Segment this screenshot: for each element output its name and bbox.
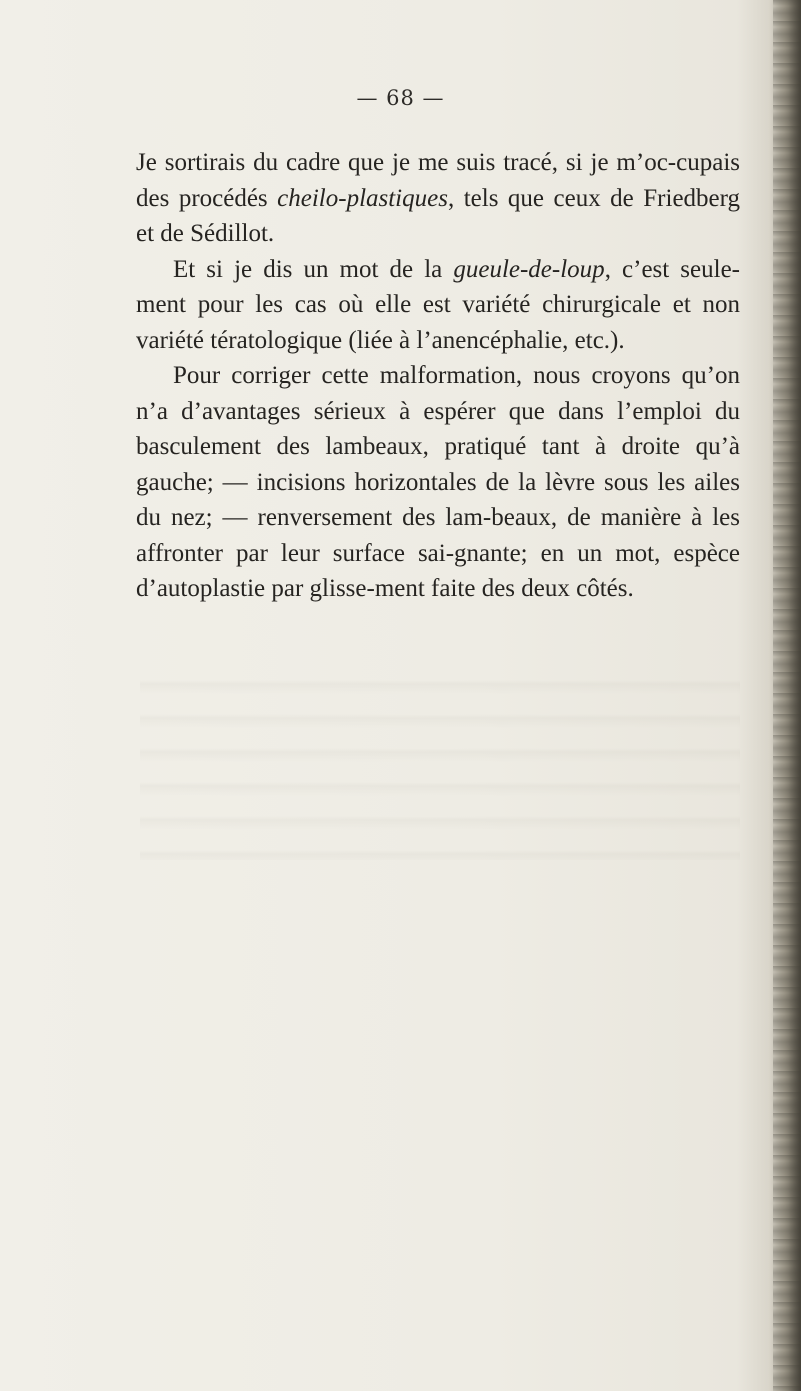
- body-text: [136, 145, 740, 607]
- paragraph-1-italic-term: cheilo-plastiques: [277, 184, 448, 212]
- paragraph-3: [136, 358, 740, 607]
- bleed-through-shading: [140, 660, 740, 860]
- paragraph-3-text: Pour corriger cette malformation, nous croyons qu’on n’a d’avantages sérieux à espérer que dans l’emploi du basculement des lambeaux, pratiqué tant à droite qu’à gauche; — incisions horizontales de la lèvre sous les ailes du nez; — renversement des lam-beaux, de manière à les affronter par leur surface sai-gnante; en un mot, espèce d’autoplastie par glisse-ment faite des deux côtés.: [136, 362, 740, 602]
- paragraph-1-text: Je sortirais du cadre que je me suis tracé, si je m’oc-cupais des procédés: [136, 149, 740, 212]
- paragraph-1-text-end: , tels que ceux de Friedberg et de Sédillot.: [136, 184, 741, 247]
- page-binding-edge: [773, 0, 801, 1391]
- page-number: — 68 —: [356, 86, 445, 110]
- paragraph-2-text-end: , c’est seule-ment pour les cas où elle est variété chirurgicale et non variété tératologique (liée à l’anencéphalie, etc.).: [136, 255, 740, 354]
- paragraph-2-text: Et si je dis un mot de la: [173, 255, 454, 283]
- paragraph-2: [136, 252, 740, 359]
- paragraph-2-italic-term: gueule-de-loup: [453, 255, 605, 283]
- paragraph-1: [136, 145, 740, 252]
